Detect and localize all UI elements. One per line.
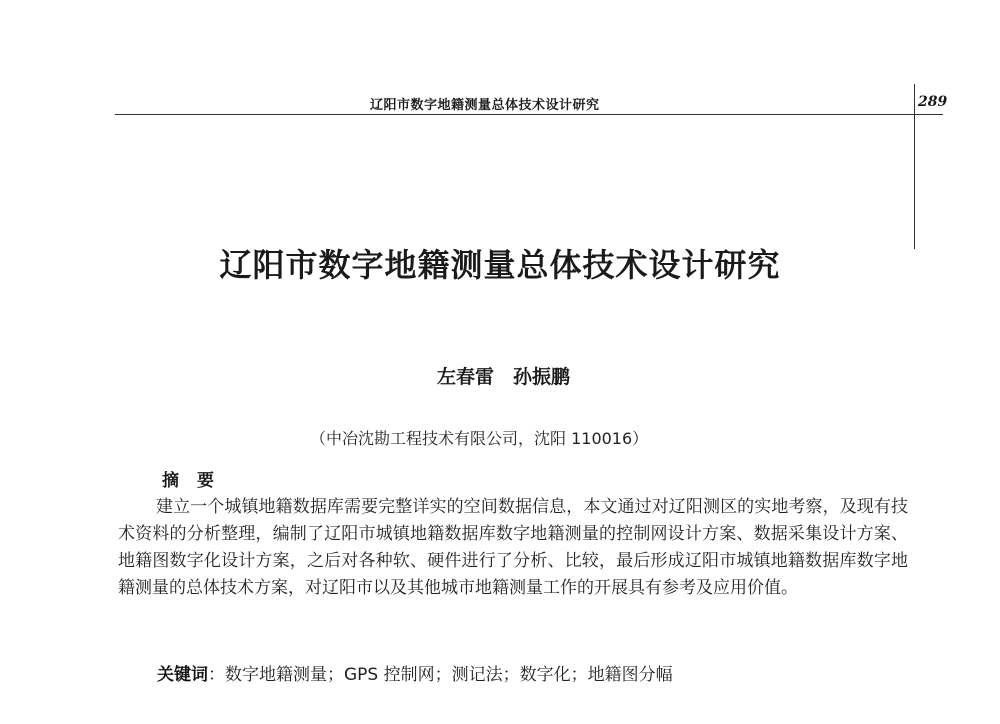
keywords-label: 关键词 [157, 665, 208, 685]
authors: 左春雷 孙振鹏 [437, 366, 571, 388]
header-rule [115, 114, 943, 115]
side-rule [914, 84, 915, 249]
affiliation: （中冶沈勘工程技术有限公司，沈阳 110016） [310, 429, 649, 448]
keywords [157, 660, 673, 685]
abstract-body: 建立一个城镇地籍数据库需要完整详实的空间数据信息，本文通过对辽阳测区的实地考察，及现有技术资料的分析整理，编制了辽阳市城镇地籍数据库数字地籍测量的控制网设计方案、数据采集设计方案、地籍图数字化设计方案，之后对各种软、硬件进行了分析、比较，最后形成辽阳市城镇地籍数据库数字地籍测量的总体技术方案，对辽阳市以及其他城市地籍测量工作的开展具有参考及应用价值。 [118, 497, 908, 598]
abstract-heading: 摘要 [162, 471, 232, 491]
article-title: 辽阳市数字地籍测量总体技术设计研究 [219, 246, 781, 284]
running-title: 辽阳市数字地籍测量总体技术设计研究 [370, 98, 600, 113]
keywords-text: 数字地籍测量；GPS 控制网；测记法；数字化；地籍图分幅 [225, 665, 673, 685]
keywords-separator: ： [208, 665, 225, 685]
page-number: 289 [918, 94, 948, 110]
